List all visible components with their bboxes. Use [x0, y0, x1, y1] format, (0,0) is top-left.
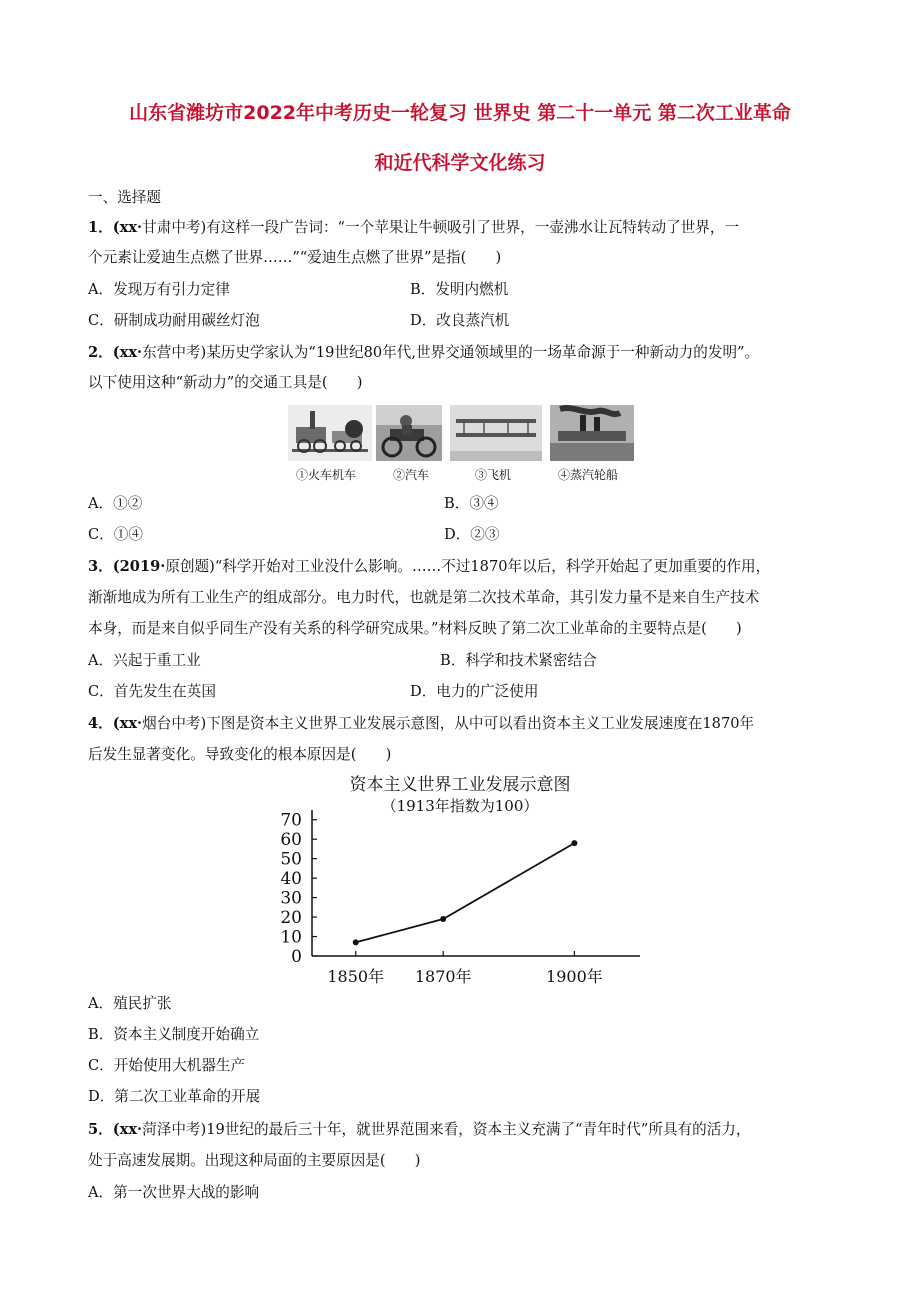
question-source: (xx·: [112, 219, 143, 236]
x-tick-label: 1870年: [414, 967, 472, 986]
q3-option-d[interactable]: D．电力的广泛使用: [410, 683, 539, 700]
question-number: 1．: [88, 219, 113, 236]
question-2-line-1: [88, 343, 759, 363]
question-number: 5．: [88, 1121, 113, 1138]
locomotive-image: [288, 405, 372, 461]
y-tick-label: 20: [280, 908, 302, 929]
page-title-line-2: 和近代科学文化练习: [374, 152, 546, 174]
question-source: (2019·: [112, 558, 166, 575]
x-tick-label: 1900年: [546, 967, 603, 986]
y-tick-label: 50: [280, 849, 302, 870]
chart-title: 资本主义世界工业发展示意图: [349, 775, 571, 795]
airplane-image: [450, 405, 542, 461]
data-point: [571, 840, 577, 846]
q1-option-c[interactable]: C．研制成功耐用碳丝灯泡: [88, 312, 260, 329]
caption-airplane: ③飞机: [475, 468, 512, 482]
data-point: [440, 916, 446, 922]
question-number: 3．: [88, 558, 113, 575]
question-5-line-2: 处于高速发展期。出现这种局面的主要原因是( ): [88, 1152, 421, 1169]
y-tick-label: 60: [280, 830, 302, 851]
q2-option-b[interactable]: B．③④: [444, 495, 499, 512]
caption-steamship: ④蒸汽轮船: [558, 468, 619, 482]
question-4-line-1: [88, 714, 754, 734]
question-text: 原创题)“科学开始对工业没什么影响。……不过1870年以后，科学开始起了更加重要的作用，: [165, 558, 771, 575]
q4-option-c[interactable]: C．开始使用大机器生产: [88, 1057, 246, 1074]
y-tick-label: 40: [280, 869, 302, 890]
question-4-line-2: 后发生显著变化。导致变化的根本原因是( ): [88, 746, 392, 763]
q2-option-a[interactable]: A．①②: [88, 495, 143, 512]
y-tick-label: 70: [280, 810, 302, 831]
question-source: (xx·: [112, 1121, 143, 1138]
question-5-line-1: [88, 1120, 751, 1140]
y-tick-label: 0: [291, 947, 302, 967]
section-heading: 一、选择题: [88, 189, 161, 206]
question-text: 菏泽中考)19世纪的最后三十年，就世界范围来看，资本主义充满了“青年时代”所具有的活力，: [142, 1121, 751, 1138]
q2-option-c[interactable]: C．①④: [88, 526, 143, 543]
x-tick-label: 1850年: [327, 967, 385, 986]
chart-subtitle: （1913年指数为100）: [381, 797, 539, 815]
q1-option-a[interactable]: A．发现万有引力定律: [88, 281, 230, 298]
q4-option-d[interactable]: D．第二次工业革命的开展: [88, 1088, 261, 1105]
caption-locomotive: ①火车机车: [296, 468, 357, 482]
question-number: 4．: [88, 715, 113, 732]
q4-option-a[interactable]: A．殖民扩张: [88, 995, 172, 1012]
page-title-line-1: 山东省潍坊市2022年中考历史一轮复习 世界史 第二十一单元 第二次工业革命: [129, 102, 791, 124]
question-2-line-2: 以下使用这种“新动力”的交通工具是( ): [88, 374, 363, 391]
q1-option-b[interactable]: B．发明内燃机: [410, 281, 509, 298]
question-text: 烟台中考)下图是资本主义世界工业发展示意图，从中可以看出资本主义工业发展速度在1870年: [142, 715, 755, 732]
series-line: [356, 843, 575, 942]
question-source: (xx·: [112, 715, 143, 732]
question-number: 2．: [88, 344, 113, 361]
y-tick-label: 30: [280, 888, 302, 909]
q1-option-d[interactable]: D．改良蒸汽机: [410, 312, 510, 329]
industrial-development-chart: [260, 770, 660, 988]
q2-option-d[interactable]: D．②③: [444, 526, 500, 543]
q3-option-a[interactable]: A．兴起于重工业: [88, 652, 201, 669]
question-text: 东营中考)某历史学家认为“19世纪80年代,世界交通领域里的一场革命源于一种新动力的发明”。: [142, 344, 760, 361]
question-3-line-1: [88, 557, 770, 577]
question-3-line-2: 渐渐地成为所有工业生产的组成部分。电力时代，也就是第二次技术革命，其引发力量不是来自生产技术: [88, 589, 760, 606]
data-point: [353, 939, 359, 945]
q3-option-b[interactable]: B．科学和技术紧密结合: [440, 652, 597, 669]
question-text: 甘肃中考)有这样一段广告词：“一个苹果让牛顿吸引了世界，一壶沸水让瓦特转动了世界，一: [142, 219, 740, 236]
question-source: (xx·: [112, 344, 143, 361]
y-tick-label: 10: [280, 927, 302, 948]
q4-option-b[interactable]: B．资本主义制度开始确立: [88, 1026, 260, 1043]
question-1-line-1: [88, 218, 739, 238]
question-3-line-3: 本身，而是来自似乎同生产没有关系的科学研究成果。”材料反映了第二次工业革命的主要特点是( ): [88, 620, 742, 637]
caption-automobile: ②汽车: [393, 468, 430, 482]
steamship-image: [550, 405, 634, 461]
question-1-line-2: 个元素让爱迪生点燃了世界……”“爱迪生点燃了世界”是指( ): [88, 249, 502, 266]
q3-option-c[interactable]: C．首先发生在英国: [88, 683, 216, 700]
automobile-image: [376, 405, 442, 461]
q5-option-a[interactable]: A．第一次世界大战的影响: [88, 1184, 260, 1201]
